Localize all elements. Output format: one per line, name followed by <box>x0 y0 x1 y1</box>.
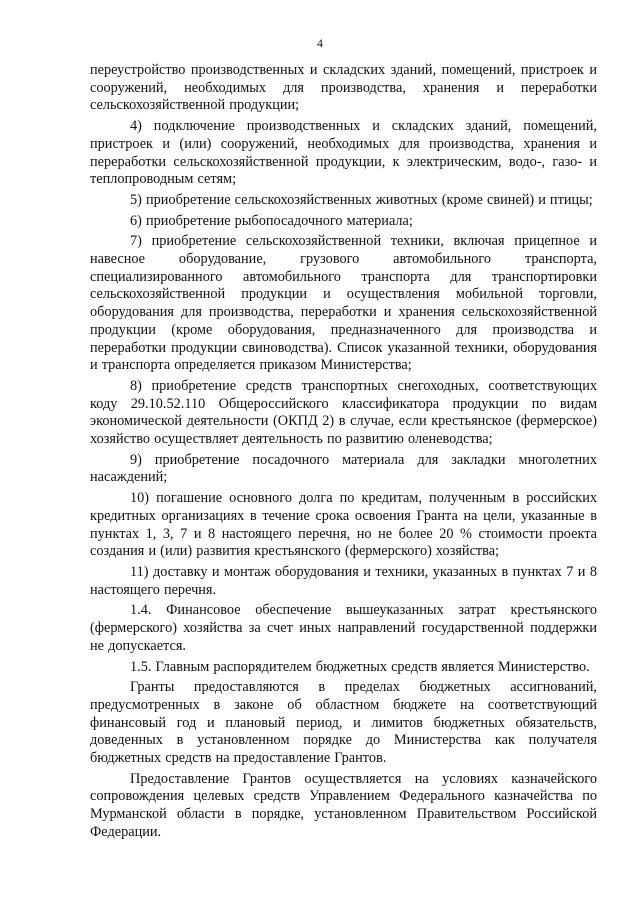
paragraph-section-1-5: 1.5. Главным распорядителем бюджетных средств является Министерство. <box>130 658 590 675</box>
paragraph-item-5: 5) приобретение сельскохозяйственных животных (кроме свиней) и птицы; <box>130 191 593 208</box>
paragraph-item-11: 11) доставку и монтаж оборудования и техники, указанных в пунктах 7 и 8 настоящего перечня. <box>90 563 597 598</box>
paragraph-item-8: 8) приобретение средств транспортных снегоходных, соответствующих коду 29.10.52.110 Общероссийского классификатора продукции по видам экономической деятельности (ОКПД 2) в случае, если крестьянское (фермерское) хозяйство осуществляет деятельность по развитию оленеводства; <box>90 377 597 448</box>
paragraph-continuation: переустройство производственных и складских зданий, помещений, пристроек и сооружений, необходимых для производства, хранения и переработки сельскохозяйственной продукции; <box>90 62 597 114</box>
paragraph-section-1-4: 1.4. Финансовое обеспечение вышеуказанных затрат крестьянского (фермерского) хозяйства за счет иных направлений государственной поддержки не допускается. <box>90 602 597 654</box>
document-body <box>90 62 597 845</box>
paragraph-item-9: 9) приобретение посадочного материала для закладки многолетних насаждений; <box>90 451 597 486</box>
paragraph-item-6: 6) приобретение рыбопосадочного материала; <box>130 212 413 229</box>
paragraph-grants-budget: Гранты предоставляются в пределах бюджетных ассигнований, предусмотренных в законе об областном бюджете на соответствующий финансовый год и плановый период, и лимитов бюджетных обязательств, доведенных в установленном порядке до Министерства как получателя бюджетных средств на предоставление Грантов. <box>90 679 597 767</box>
paragraph-grants-treasury: Предоставление Грантов осуществляется на условиях казначейского сопровождения целевых средств Управлением Федерального казначейства по Мурманской области в порядке, установленном Правительством Российской Федерации. <box>90 770 597 840</box>
page-number: 4 <box>317 36 323 50</box>
paragraph-item-4: 4) подключение производственных и складских зданий, помещений, пристроек и (или) сооружений, необходимых для производства, хранения и переработки сельскохозяйственной продукции, к электрическим, водо-, газо- и теплопроводным сетям; <box>90 118 597 188</box>
paragraph-item-10: 10) погашение основного долга по кредитам, полученным в российских кредитных организациях в течение срока освоения Гранта на цели, указанные в пунктах 1, 3, 7 и 8 настоящего перечня, но не более 20 % стоимости проекта создания и (или) развития крестьянского (фермерского) хозяйства; <box>90 490 597 560</box>
paragraph-item-7: 7) приобретение сельскохозяйственной техники, включая прицепное и навесное оборудование, грузового автомобильного транспорта, специализированного автомобильного транспорта для транспортировки сельскохозяйственной продукции и осуществления мобильной торговли, оборудования для производства, переработки и хранения сельскохозяйственной продукции (кроме оборудования, предназначенного для производства и переработки продукции свиноводства). Список указанной техники, оборудования и транспорта определяется приказом Министерства; <box>90 233 597 374</box>
